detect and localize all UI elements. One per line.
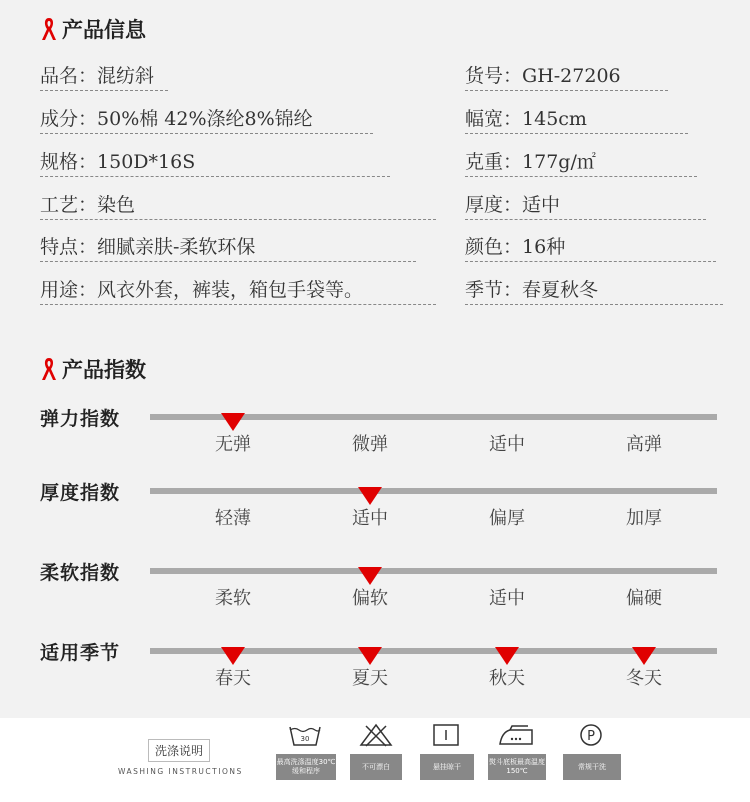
info-row [40,107,373,134]
info-value: 风衣外套，裤装，箱包手袋等。 [97,279,364,301]
index-option: 无弹 [215,434,251,455]
product-index-title [40,354,146,384]
washing-title: 洗涤说明 [148,739,210,762]
product-info-title-text: 产品信息 [62,17,146,42]
info-label: 货号： [465,65,523,87]
info-value: 染色 [97,194,136,216]
info-label: 特点： [40,236,98,258]
index-option: 柔软 [215,588,251,609]
washing-instructions-footer [0,718,750,802]
info-row [465,107,688,134]
info-label: 克重： [465,151,523,173]
info-value: 16种 [522,236,566,258]
index-option: 夏天 [352,668,388,689]
info-label: 用途： [40,279,98,301]
info-label: 工艺： [40,194,98,216]
info-row [40,64,168,91]
info-row [465,64,668,91]
iron-icon [496,722,536,748]
info-row [40,193,436,220]
info-value: GH-27206 [522,65,621,87]
index-option: 微弹 [352,434,388,455]
index-marker [221,647,245,665]
info-value: 50%棉 42%涤纶8%锦纶 [97,108,313,130]
index-marker [632,647,656,665]
index-bar [150,568,717,574]
dry-clean-p-icon [577,722,605,748]
info-row [40,235,416,262]
index-marker [221,413,245,431]
index-bar [150,488,717,494]
care-label-iron: 熨斗底板最高温度150℃ [488,754,546,780]
washing-title-en: WASHING INSTRUCTIONS [118,767,243,776]
ribbon-icon [40,16,58,42]
index-option: 冬天 [626,668,662,689]
index-option: 轻薄 [215,508,251,529]
info-label: 颜色： [465,236,523,258]
info-label: 规格： [40,151,98,173]
info-row [465,278,723,305]
info-row [465,193,706,220]
index-option: 偏硬 [626,588,662,609]
product-index-title-text: 产品指数 [62,357,146,382]
ribbon-icon [40,356,58,382]
index-option: 加厚 [626,508,662,529]
info-label: 幅宽： [465,108,523,130]
index-label: 柔软指数 [40,562,121,584]
index-marker [358,567,382,585]
info-row [465,235,716,262]
index-option: 秋天 [489,668,525,689]
info-value: 混纺斜 [97,65,155,87]
info-label: 成分： [40,108,98,130]
care-label-line-dry: 悬挂晾干 [420,754,474,780]
index-marker [358,487,382,505]
info-value: 177g/㎡ [522,151,596,173]
care-label-dry-clean: 常规干洗 [563,754,621,780]
no-bleach-icon [358,722,394,748]
line-dry-icon [431,722,461,748]
info-value: 细腻亲肤-柔软环保 [97,236,256,258]
info-value: 春夏秋冬 [522,279,599,301]
index-option: 偏厚 [489,508,525,529]
product-info-title [40,14,146,44]
info-value: 适中 [522,194,561,216]
wash-temp-symbol: 30 [300,735,310,743]
dry-clean-symbol: P [587,729,595,744]
info-label: 品名： [40,65,98,87]
index-label: 厚度指数 [40,482,121,504]
index-option: 适中 [489,588,525,609]
info-value: 145cm [522,108,587,130]
index-option: 适中 [489,434,525,455]
info-row [40,278,436,305]
index-marker [358,647,382,665]
index-option: 适中 [352,508,388,529]
info-label: 季节： [465,279,523,301]
info-label: 厚度： [465,194,523,216]
care-label-no-bleach: 不可漂白 [350,754,402,780]
index-option: 偏软 [352,588,388,609]
info-value: 150D*16S [97,151,196,173]
wash-tub-30-icon [287,722,323,748]
index-label: 弹力指数 [40,408,121,430]
index-label: 适用季节 [40,642,121,664]
info-row [465,150,697,177]
care-label-wash: 最高洗涤温度30℃缓和程序 [276,754,336,780]
index-option: 春天 [215,668,251,689]
index-option: 高弹 [626,434,662,455]
info-row [40,150,390,177]
index-marker [495,647,519,665]
